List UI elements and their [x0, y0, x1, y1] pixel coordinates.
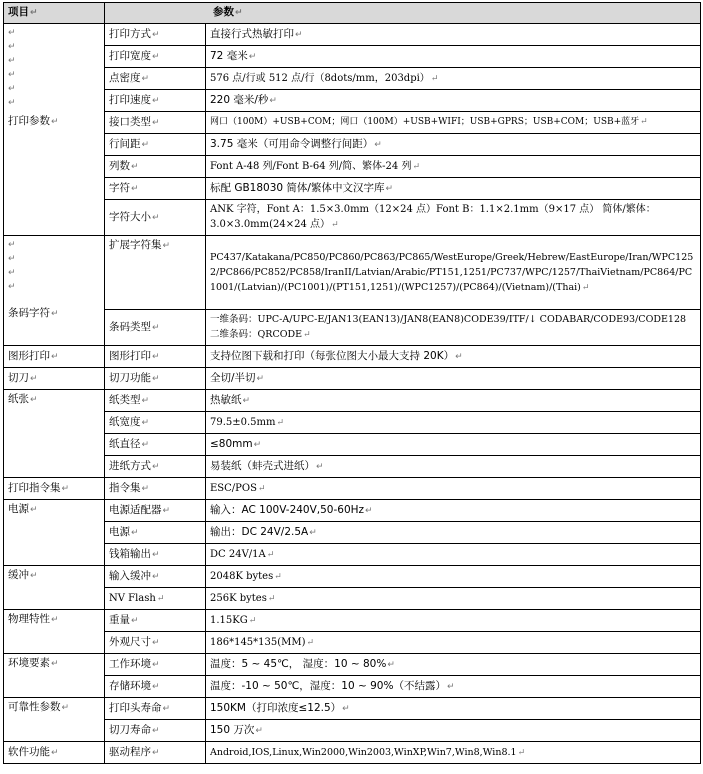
table-row [4, 178, 701, 200]
param-value: 热敏纸↵ [206, 390, 701, 412]
param-value: DC 24V/1A↵ [206, 544, 701, 566]
sub-item: 纸类型↵ [105, 390, 206, 412]
sub-item: 字符↵ [105, 178, 206, 200]
param-value: 3.75 毫米（可用命令调整行间距）↵ [206, 134, 701, 156]
param-value: 输出：DC 24V/2.5A↵ [206, 522, 701, 544]
table-row [4, 720, 701, 742]
table-row [4, 134, 701, 156]
param-value: 温度：5 ~ 45℃， 湿度：10 ~ 80%↵ [206, 654, 701, 676]
sub-item: 行间距↵ [105, 134, 206, 156]
category-marks: ↵ ↵ ↵ ↵ [8, 240, 16, 292]
param-value: 150KM（打印浓度≤12.5）↵ [206, 698, 701, 720]
category-barcode: ↵ ↵ ↵ ↵ 条码字符↵ [4, 236, 105, 346]
table-row [4, 390, 701, 412]
category-paper: 纸张↵ [4, 390, 105, 478]
table-row [4, 112, 701, 134]
table-row [4, 698, 701, 720]
sub-item: 打印宽度↵ [105, 46, 206, 68]
table-row [4, 610, 701, 632]
sub-item: 电源↵ [105, 522, 206, 544]
sub-item: 字符大小↵ [105, 200, 206, 236]
category-physical: 物理特性↵ [4, 610, 105, 654]
header-item: 项目↵ [4, 3, 105, 24]
category-print: ↵ ↵ ↵ ↵ ↵ ↵ 打印参数↵ [4, 24, 105, 236]
table-row [4, 522, 701, 544]
sub-item: 存储环境↵ [105, 676, 206, 698]
table-row [4, 24, 701, 46]
table-row [4, 68, 701, 90]
sub-item: NV Flash↵ [105, 588, 206, 610]
table-row [4, 742, 701, 764]
sub-item: 工作环境↵ [105, 654, 206, 676]
param-value: 网口（100M）+USB+COM；网口（100M）+USB+WIFI；USB+GPRS；USB+COM；USB+蓝牙↵ [206, 112, 701, 134]
param-value: 576 点/行或 512 点/行（8dots/mm，203dpi）↵ [206, 68, 701, 90]
sub-item: 切刀功能↵ [105, 368, 206, 390]
header-param: 参数↵ [105, 3, 701, 24]
param-value: PC437/Katakana/PC850/PC860/PC863/PC865/WestEurope/Greek/Hebrew/EastEurope/Iran/WPC1252/PC866/PC852/PC858/IranII/Latvian/Arabic/PT151,1251/PC737/WPC/1257/ThaiVietnam/PC864/PC1001/(Latvian)/(PC1001)/(PT151,1251)/(WPC1257)/(PC864)/(Vietnam)/(Thai)↵ [206, 236, 701, 310]
category-env: 环境要素↵ [4, 654, 105, 698]
sub-item: 纸直径↵ [105, 434, 206, 456]
param-value: 150 万次↵ [206, 720, 701, 742]
sub-item: 电源适配器↵ [105, 500, 206, 522]
table-row [4, 236, 701, 310]
sub-item: 钱箱输出↵ [105, 544, 206, 566]
sub-item: 指令集↵ [105, 478, 206, 500]
param-value: 72 毫米↵ [206, 46, 701, 68]
sub-item: 列数↵ [105, 156, 206, 178]
param-value: 直接行式热敏打印↵ [206, 24, 701, 46]
sub-item: 纸宽度↵ [105, 412, 206, 434]
category-cutter: 切刀↵ [4, 368, 105, 390]
param-value: 186*145*135(MM)↵ [206, 632, 701, 654]
table-row [4, 500, 701, 522]
sub-item: 接口类型↵ [105, 112, 206, 134]
table-row [4, 156, 701, 178]
table-row [4, 346, 701, 368]
table-row [4, 654, 701, 676]
table-row [4, 90, 701, 112]
sub-item: 打印方式↵ [105, 24, 206, 46]
sub-item: 打印头寿命↵ [105, 698, 206, 720]
sub-item: 进纸方式↵ [105, 456, 206, 478]
param-value: Android,IOS,Linux,Win2000,Win2003,WinXP,Win7,Win8,Win8.1↵ [206, 742, 701, 764]
sub-item: 条码类型↵ [105, 310, 206, 346]
sub-item: 切刀寿命↵ [105, 720, 206, 742]
sub-item: 图形打印↵ [105, 346, 206, 368]
sub-item: 输入缓冲↵ [105, 566, 206, 588]
param-value: 温度：-10 ~ 50℃，湿度：10 ~ 90%（不结露）↵ [206, 676, 701, 698]
spec-table [3, 2, 701, 764]
table-row [4, 412, 701, 434]
category-buffer: 缓冲↵ [4, 566, 105, 610]
table-row [4, 46, 701, 68]
param-value: 输入：AC 100V-240V,50-60Hz↵ [206, 500, 701, 522]
param-value: 2048K bytes↵ [206, 566, 701, 588]
param-value: 全切/半切↵ [206, 368, 701, 390]
category-graphic: 图形打印↵ [4, 346, 105, 368]
table-row [4, 588, 701, 610]
table-row [4, 544, 701, 566]
param-value: 支持位图下载和打印（每张位图大小最大支持 20K）↵ [206, 346, 701, 368]
category-software: 软件功能↵ [4, 742, 105, 764]
param-value: 79.5±0.5mm↵ [206, 412, 701, 434]
table-row [4, 566, 701, 588]
sub-item: 驱动程序↵ [105, 742, 206, 764]
param-value: 1.15KG↵ [206, 610, 701, 632]
param-value: 220 毫米/秒↵ [206, 90, 701, 112]
param-value: 标配 GB18030 简体/繁体中文汉字库↵ [206, 178, 701, 200]
sub-item: 重量↵ [105, 610, 206, 632]
sub-item: 外观尺寸↵ [105, 632, 206, 654]
sub-item: 扩展字符集↵ [105, 236, 206, 310]
param-value: ≤80mm↵ [206, 434, 701, 456]
table-row [4, 676, 701, 698]
table-row [4, 310, 701, 346]
sub-item: 打印速度↵ [105, 90, 206, 112]
table-row [4, 478, 701, 500]
table-row [4, 434, 701, 456]
category-cmd: 打印指令集↵ [4, 478, 105, 500]
category-reliability: 可靠性参数↵ [4, 698, 105, 742]
param-value: 一维条码：UPC-A/UPC-E/JAN13(EAN13)/JAN8(EAN8)CODE39/ITF/↓ CODABAR/CODE93/CODE128 二维条码：QRCODE↵ [206, 310, 701, 346]
param-value: ANK 字符，Font A：1.5×3.0mm（12×24 点）Font B：1.1×2.1mm（9×17 点） 简体/繁体：3.0×3.0mm(24×24 点）↵ [206, 200, 701, 236]
param-value: Font A-48 列/Font B-64 列/简、繁体-24 列↵ [206, 156, 701, 178]
param-value: 256K bytes↵ [206, 588, 701, 610]
table-row [4, 632, 701, 654]
param-value: ESC/POS↵ [206, 478, 701, 500]
sub-item: 点密度↵ [105, 68, 206, 90]
category-power: 电源↵ [4, 500, 105, 566]
table-row [4, 200, 701, 236]
table-row [4, 456, 701, 478]
header-row [4, 3, 701, 24]
param-value: 易装纸（蚌壳式进纸）↵ [206, 456, 701, 478]
table-row [4, 368, 701, 390]
category-marks: ↵ ↵ ↵ ↵ ↵ ↵ [8, 28, 16, 108]
